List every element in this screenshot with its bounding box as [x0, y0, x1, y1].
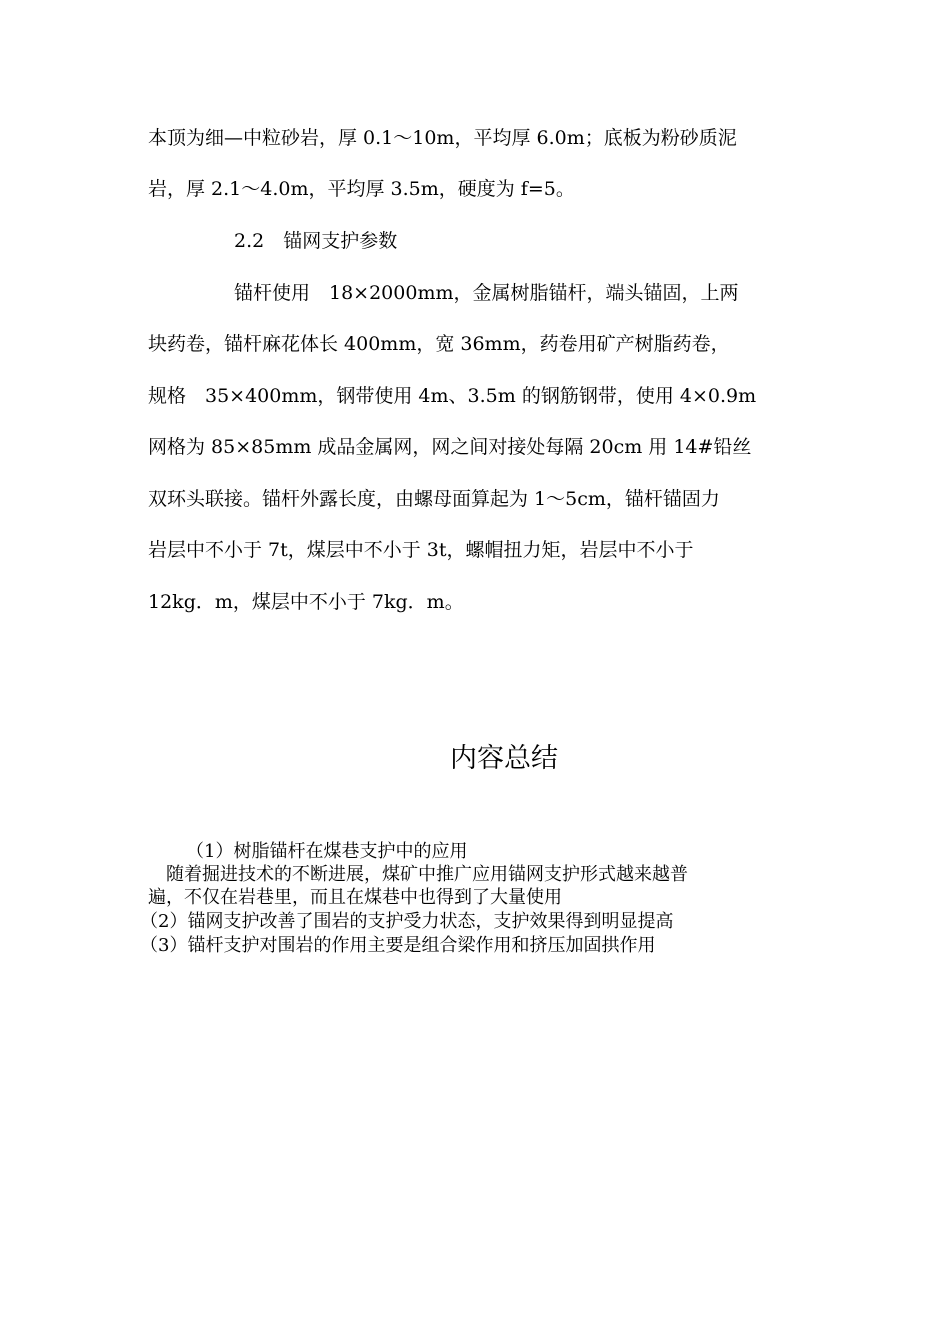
summary-title: 内容总结	[450, 743, 558, 774]
body-line-4: 锚杆使用 18×2000mm，金属树脂锚杆，端头锚固，上两	[234, 282, 739, 304]
body-line-6: 规格 35×400mm，钢带使用 4m、3.5m 的钢筋钢带，使用 4×0.9m	[148, 385, 757, 407]
summary-line-5: （3）锚杆支护对围岩的作用主要是组合梁作用和挤压加固拱作用	[140, 935, 656, 956]
body-line-5: 块药卷，锚杆麻花体长 400mm，宽 36mm，药卷用矿产树脂药卷，	[148, 333, 730, 355]
body-line-1: 本顶为细—中粒砂岩，厚 0.1～10m，平均厚 6.0m；底板为粉砂质泥	[148, 127, 737, 149]
body-line-8: 双环头联接。锚杆外露长度，由螺母面算起为 1～5cm，锚杆锚固力	[148, 488, 720, 510]
body-line-2: 岩，厚 2.1～4.0m，平均厚 3.5m，硬度为 f=5。	[148, 178, 575, 200]
body-line-9: 岩层中不小于 7t，煤层中不小于 3t，螺帽扭力矩，岩层中不小于	[148, 539, 694, 561]
summary-line-1: （1）树脂锚杆在煤巷支护中的应用	[186, 841, 468, 862]
section-heading: 2.2 锚网支护参数	[234, 230, 398, 252]
body-line-7: 网格为 85×85mm 成品金属网，网之间对接处每隔 20cm 用 14#铅丝	[148, 436, 752, 458]
summary-line-4: （2）锚网支护改善了围岩的支护受力状态，支护效果得到明显提高	[140, 911, 674, 932]
summary-line-2: 随着掘进技术的不断进展，煤矿中推广应用锚网支护形式越来越普	[166, 864, 688, 885]
summary-line-3: 遍，不仅在岩巷里，而且在煤巷中也得到了大量使用	[148, 887, 562, 908]
body-line-10: 12kg．m，煤层中不小于 7kg．m。	[148, 591, 464, 613]
